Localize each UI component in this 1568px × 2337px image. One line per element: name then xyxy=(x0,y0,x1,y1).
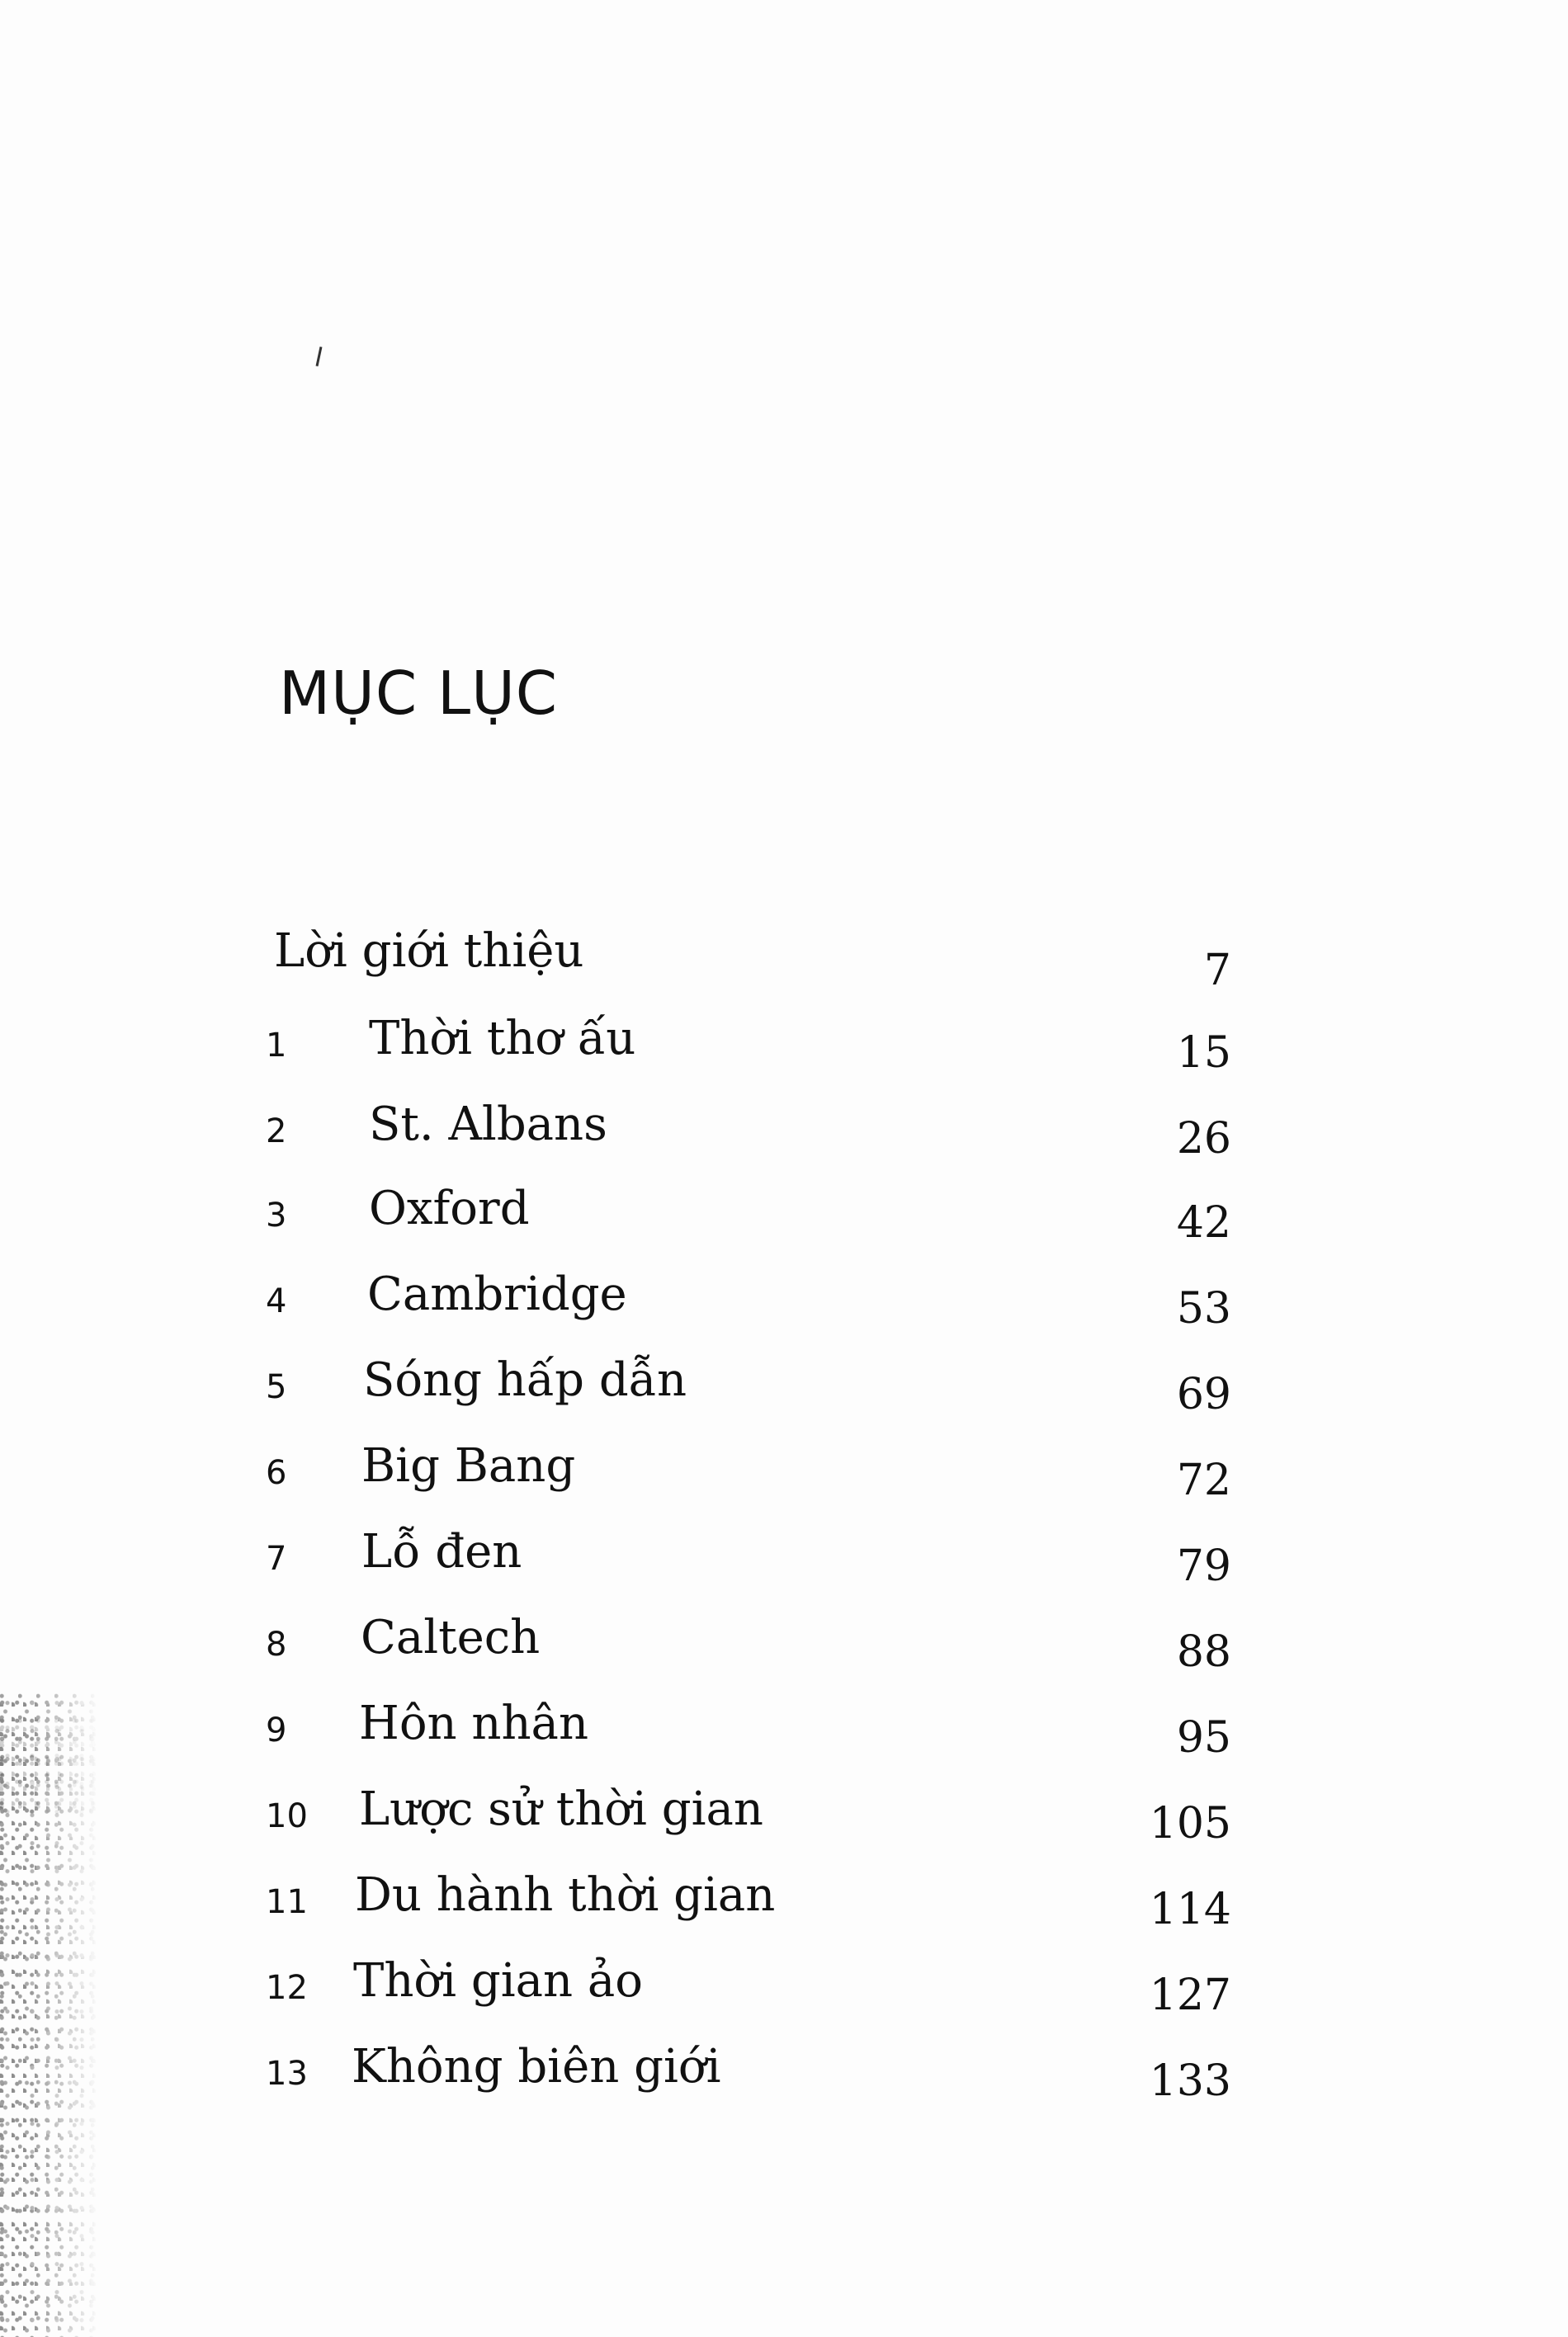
toc-entry-title: Thời thơ ấu xyxy=(369,1012,636,1065)
toc-entry-number: 8 xyxy=(266,1626,287,1664)
toc-entry-number: 7 xyxy=(266,1540,287,1578)
toc-entry-number: 6 xyxy=(266,1454,287,1492)
toc-entry-title: St. Albans xyxy=(369,1098,607,1151)
toc-entry-number: 4 xyxy=(266,1282,287,1320)
toc-entry xyxy=(0,1182,1568,1248)
toc-entry-title: Du hành thời gian xyxy=(355,1868,776,1922)
toc-entry xyxy=(0,2040,1568,2106)
toc-entry-title: Caltech xyxy=(361,1611,541,1664)
toc-entry-number: 1 xyxy=(266,1027,287,1065)
toc-entry-page: 95 xyxy=(1176,1713,1231,1763)
toc-entry-page: 26 xyxy=(1176,1114,1231,1164)
toc-entry-number: 2 xyxy=(266,1112,287,1150)
toc-entry-title: Cambridge xyxy=(367,1268,627,1321)
toc-entry-number: 13 xyxy=(266,2055,308,2093)
toc-entry-number: 11 xyxy=(266,1883,308,1921)
toc-entry-title: Thời gian ảo xyxy=(353,1954,643,2008)
toc-entry-page: 15 xyxy=(1176,1028,1231,1078)
toc-entry-title: Oxford xyxy=(369,1182,530,1235)
toc-entry-title: Lỗ đen xyxy=(361,1525,522,1579)
toc-entry xyxy=(0,1268,1568,1334)
toc-entry-number: 3 xyxy=(266,1197,287,1235)
toc-entry-number: 5 xyxy=(266,1368,287,1406)
toc-entry-page: 114 xyxy=(1149,1885,1231,1934)
toc-entry xyxy=(0,1012,1568,1078)
toc-entry-title: Lời giới thiệu xyxy=(274,924,584,978)
toc-entry-title: Lược sử thời gian xyxy=(359,1782,763,1836)
page-title: MỤC LỤC xyxy=(279,659,559,728)
toc-entry-page: 42 xyxy=(1176,1198,1231,1248)
toc-entry-page: 72 xyxy=(1176,1456,1231,1505)
toc-entry-page: 53 xyxy=(1176,1284,1231,1334)
toc-entry-title: Sóng hấp dẫn xyxy=(363,1353,687,1407)
toc-entry xyxy=(0,1611,1568,1677)
toc-entry-page: 69 xyxy=(1176,1370,1231,1419)
toc-entry-page: 127 xyxy=(1149,1971,1231,2020)
toc-entry-number: 9 xyxy=(266,1711,287,1749)
toc-entry-page: 105 xyxy=(1149,1799,1231,1848)
toc-entry-page: 7 xyxy=(1203,946,1231,995)
toc-entry xyxy=(0,924,1568,995)
toc-entry-page: 79 xyxy=(1176,1541,1231,1591)
toc-entry-title: Hôn nhân xyxy=(359,1697,589,1750)
toc-entry-title: Không biên giới xyxy=(352,2040,721,2094)
toc-entry xyxy=(0,1098,1568,1164)
toc-entry xyxy=(0,1439,1568,1505)
toc-entry-title: Big Bang xyxy=(361,1439,576,1493)
toc-entry xyxy=(0,1868,1568,1934)
toc-entry-number: 12 xyxy=(266,1969,308,2007)
toc-entry-number: 10 xyxy=(266,1797,308,1835)
toc-entry xyxy=(0,1954,1568,2020)
toc-entry xyxy=(0,1353,1568,1419)
toc-entry xyxy=(0,1525,1568,1591)
toc-entry xyxy=(0,1697,1568,1763)
toc-entry-page: 133 xyxy=(1149,2056,1231,2106)
toc-entry-page: 88 xyxy=(1176,1627,1231,1677)
toc-entry xyxy=(0,1782,1568,1848)
